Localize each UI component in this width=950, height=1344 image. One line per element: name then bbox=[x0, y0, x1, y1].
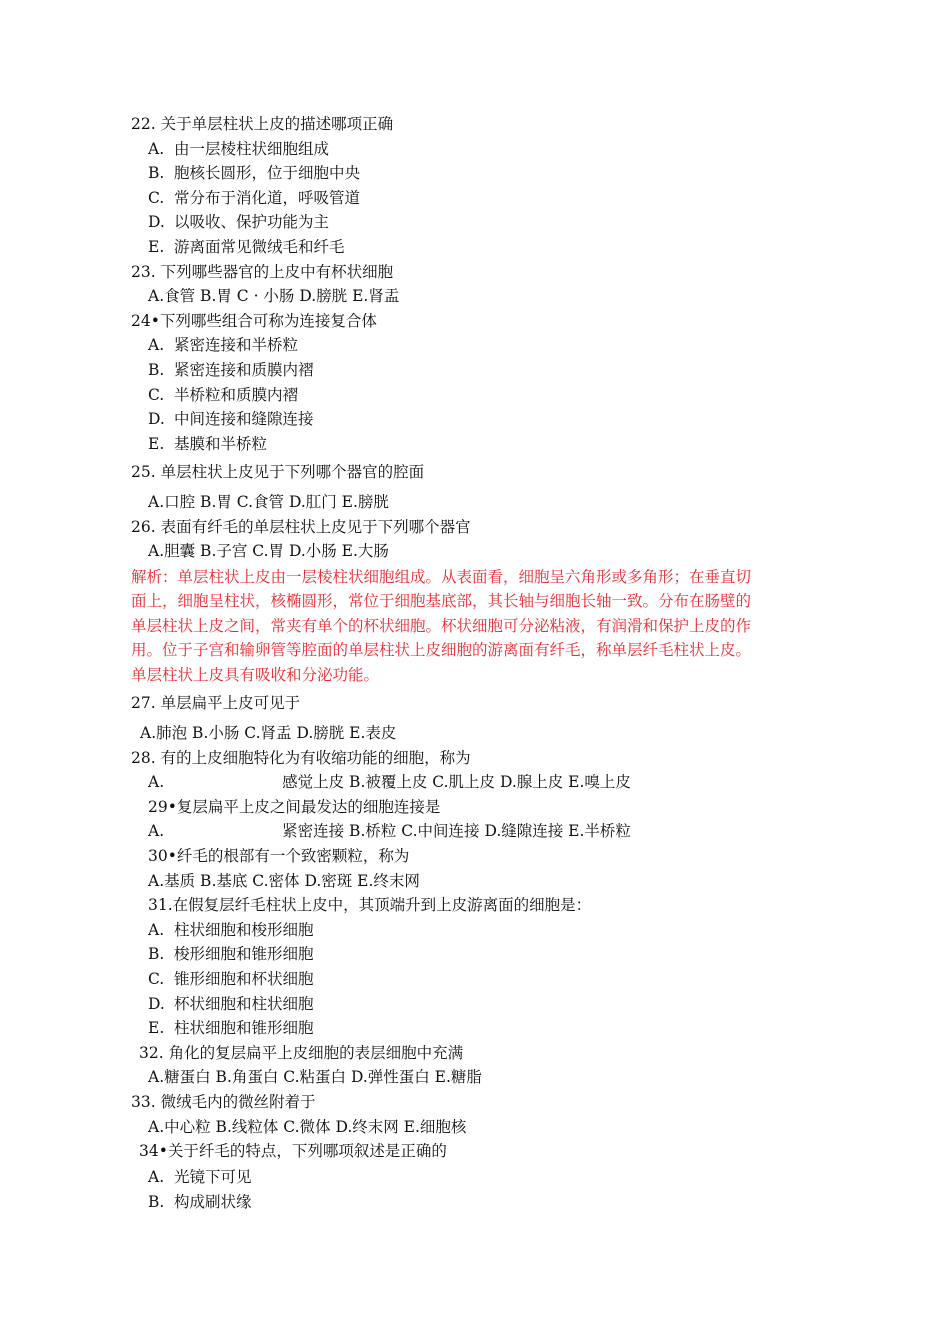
question-30-options: A.基质 B.基底 C.密体 D.密斑 E.终末网 bbox=[148, 872, 420, 890]
question-34-option-a: A. 光镜下可见 bbox=[148, 1168, 252, 1186]
question-22-option-a: A. 由一层棱柱状细胞组成 bbox=[148, 140, 330, 158]
question-27-stem: 27. 单层扁平上皮可见于 bbox=[131, 694, 301, 712]
analysis-line-2: 面上，细胞呈柱状，核椭圆形，常位于细胞基底部，其长轴与细胞长轴一致。分布在肠壁的 bbox=[131, 592, 752, 610]
question-22-option-c: C. 常分布于消化道，呼吸管道 bbox=[148, 189, 361, 207]
question-29-stem: 29•复层扁平上皮之间最发达的细胞连接是 bbox=[148, 798, 441, 816]
question-32-options: A.糖蛋白 B.角蛋白 C.粘蛋白 D.弹性蛋白 E.糖脂 bbox=[148, 1068, 482, 1086]
question-31-option-e: E. 柱状细胞和锥形细胞 bbox=[148, 1019, 314, 1037]
question-29-options: A. 紧密连接 B.桥粒 C.中间连接 D.缝隙连接 E.半桥粒 bbox=[148, 822, 631, 840]
question-28-stem: 28. 有的上皮细胞特化为有收缩功能的细胞，称为 bbox=[131, 749, 471, 767]
question-24-option-b: B. 紧密连接和质膜内褶 bbox=[148, 361, 314, 379]
question-30-stem: 30•纤毛的根部有一个致密颗粒，称为 bbox=[148, 847, 410, 865]
question-22-stem: 22. 关于单层柱状上皮的描述哪项正确 bbox=[131, 115, 394, 133]
analysis-line-3: 单层柱状上皮之间，常夹有单个的杯状细胞。杯状细胞可分泌粘液，有润滑和保护上皮的作 bbox=[131, 617, 752, 635]
question-31-option-c: C. 锥形细胞和杯状细胞 bbox=[148, 970, 314, 988]
question-22-option-e: E. 游离面常见微绒毛和纤毛 bbox=[148, 238, 345, 256]
question-23-options: A.食管 B.胃 C · 小肠 D.膀胱 E.肾盂 bbox=[148, 287, 400, 305]
question-24-option-d: D. 中间连接和缝隙连接 bbox=[148, 410, 314, 428]
question-23-stem: 23. 下列哪些器官的上皮中有杯状细胞 bbox=[131, 263, 394, 281]
analysis-line-1: 解析：单层柱状上皮由一层棱柱状细胞组成。从表面看，细胞呈六角形或多角形；在垂直切 bbox=[131, 568, 752, 586]
question-26-options: A.胆囊 B.子宫 C.胃 D.小肠 E.大肠 bbox=[148, 542, 389, 560]
question-24-option-e: E. 基膜和半桥粒 bbox=[148, 435, 268, 453]
question-24-option-c: C. 半桥粒和质膜内褶 bbox=[148, 386, 299, 404]
question-31-stem: 31.在假复层纤毛柱状上皮中，其顶端升到上皮游离面的细胞是： bbox=[148, 896, 592, 914]
question-25-options: A.口腔 B.胃 C.食管 D.肛门 E.膀胱 bbox=[148, 493, 389, 511]
question-22-option-d: D. 以吸收、保护功能为主 bbox=[148, 213, 330, 231]
question-24-option-a: A. 紧密连接和半桥粒 bbox=[148, 336, 299, 354]
question-22-option-b: B. 胞核长圆形，位于细胞中央 bbox=[148, 164, 361, 182]
question-24-stem: 24•下列哪些组合可称为连接复合体 bbox=[131, 312, 377, 330]
question-28-options: A. 感觉上皮 B.被覆上皮 C.肌上皮 D.腺上皮 E.嗅上皮 bbox=[148, 773, 631, 791]
question-31-option-b: B. 梭形细胞和锥形细胞 bbox=[148, 945, 314, 963]
analysis-line-4: 用。位于子宫和输卵管等腔面的单层柱状上皮细胞的游离面有纤毛，称单层纤毛柱状上皮。 bbox=[131, 641, 752, 659]
question-25-stem: 25. 单层柱状上皮见于下列哪个器官的腔面 bbox=[131, 463, 425, 481]
question-34-option-b: B. 构成刷状缘 bbox=[148, 1193, 252, 1211]
question-33-stem: 33. 微绒毛内的微丝附着于 bbox=[131, 1093, 316, 1111]
question-34-stem: 34•关于纤毛的特点，下列哪项叙述是正确的 bbox=[139, 1142, 447, 1160]
question-31-option-a: A. 柱状细胞和梭形细胞 bbox=[148, 921, 314, 939]
question-27-options: A.肺泡 B.小肠 C.肾盂 D.膀胱 E.表皮 bbox=[140, 724, 397, 742]
question-32-stem: 32. 角化的复层扁平上皮细胞的表层细胞中充满 bbox=[139, 1044, 464, 1062]
analysis-line-5: 单层柱状上皮具有吸收和分泌功能。 bbox=[131, 666, 380, 684]
question-26-stem: 26. 表面有纤毛的单层柱状上皮见于下列哪个器官 bbox=[131, 518, 471, 536]
question-33-options: A.中心粒 B.线粒体 C.微体 D.终末网 E.细胞核 bbox=[148, 1118, 467, 1136]
question-31-option-d: D. 杯状细胞和柱状细胞 bbox=[148, 995, 314, 1013]
